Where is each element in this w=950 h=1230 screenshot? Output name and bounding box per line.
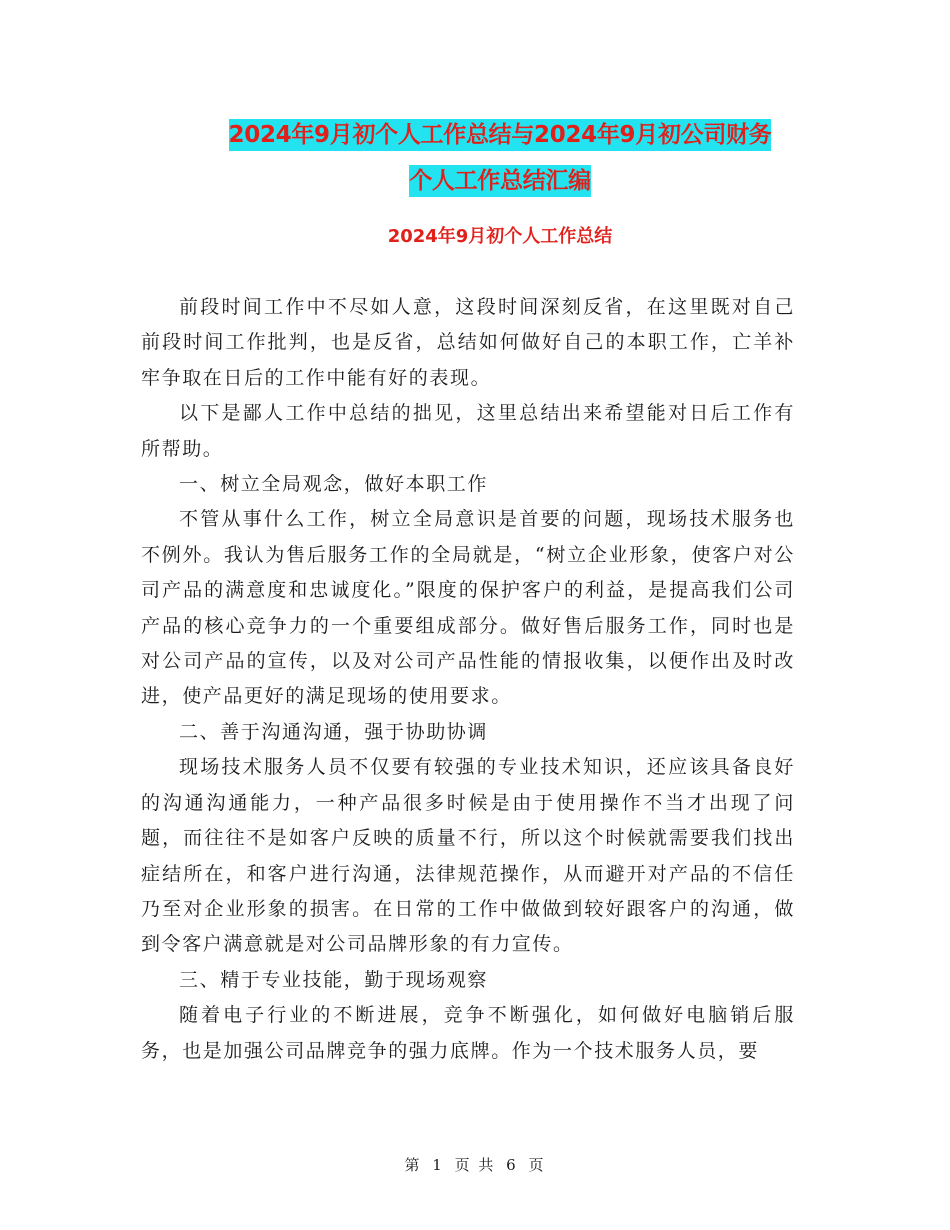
heading-point-2: 二、善于沟通沟通，强于协助协调 bbox=[179, 720, 489, 743]
title-line-2: 个人工作总结汇编 bbox=[409, 165, 591, 197]
page-footer bbox=[0, 1154, 950, 1175]
paragraph-intro: 前段时间工作中不尽如人意，这段时间深刻反省，在这里既对自己前段时间工作批判，也是反省，总结如何做好自己的本职工作，亡羊补牢争取在日后的工作中能有好的表现。 bbox=[141, 296, 795, 389]
title-line-1: 2024年9月初个人工作总结与2024年9月初公司财务 bbox=[229, 119, 772, 151]
heading-point-1: 一、树立全局观念，做好本职工作 bbox=[179, 473, 489, 496]
footer-page-number: 1 bbox=[432, 1156, 444, 1174]
paragraph-purpose: 以下是鄙人工作中总结的拙见，这里总结出来希望能对日后工作有所帮助。 bbox=[141, 402, 795, 460]
footer-suffix: 页 bbox=[528, 1156, 546, 1174]
document-title bbox=[150, 112, 850, 204]
paragraph-point-2: 现场技术服务人员不仅要有较强的专业技术知识，还应该具备良好的沟通沟通能力，一种产品很多时候是由于使用操作不当才出现了问题，而往往不是如客户反映的质量不行，所以这个时候就需要我们找出症结所在，和客户进行沟通，法律规范操作，从而避开对产品的不信任乃至对企业形象的损害。在日常的工作中做做到较好跟客户的沟通，做到令客户满意就是对公司品牌形象的有力宣传。 bbox=[141, 756, 795, 956]
heading-point-3: 三、精于专业技能，勤于现场观察 bbox=[179, 968, 489, 991]
paragraph-point-3: 随着电子行业的不断进展，竞争不断强化，如何做好电脑销后服务，也是加强公司品牌竞争的强力底牌。作为一个技术服务人员，要 bbox=[141, 1004, 795, 1062]
footer-total-pages: 6 bbox=[506, 1156, 518, 1174]
document-body bbox=[141, 290, 795, 1069]
paragraph-point-1: 不管从事什么工作，树立全局意识是首要的问题，现场技术服务也不例外。我认为售后服务工作的全局就是，“树立企业形象，使客户对公司产品的满意度和忠诚度化。”限度的保护客户的利益，是提高我们公司产品的核心竞争力的一个重要组成部分。做好售后服务工作，同时也是对公司产品的宣传，以及对公司产品性能的情报收集，以便作出及时改进，使产品更好的满足现场的使用要求。 bbox=[141, 508, 795, 708]
section-title: 2024年9月初个人工作总结 bbox=[387, 226, 613, 247]
footer-prefix: 第 bbox=[404, 1156, 422, 1174]
footer-middle: 页 共 bbox=[454, 1156, 496, 1174]
